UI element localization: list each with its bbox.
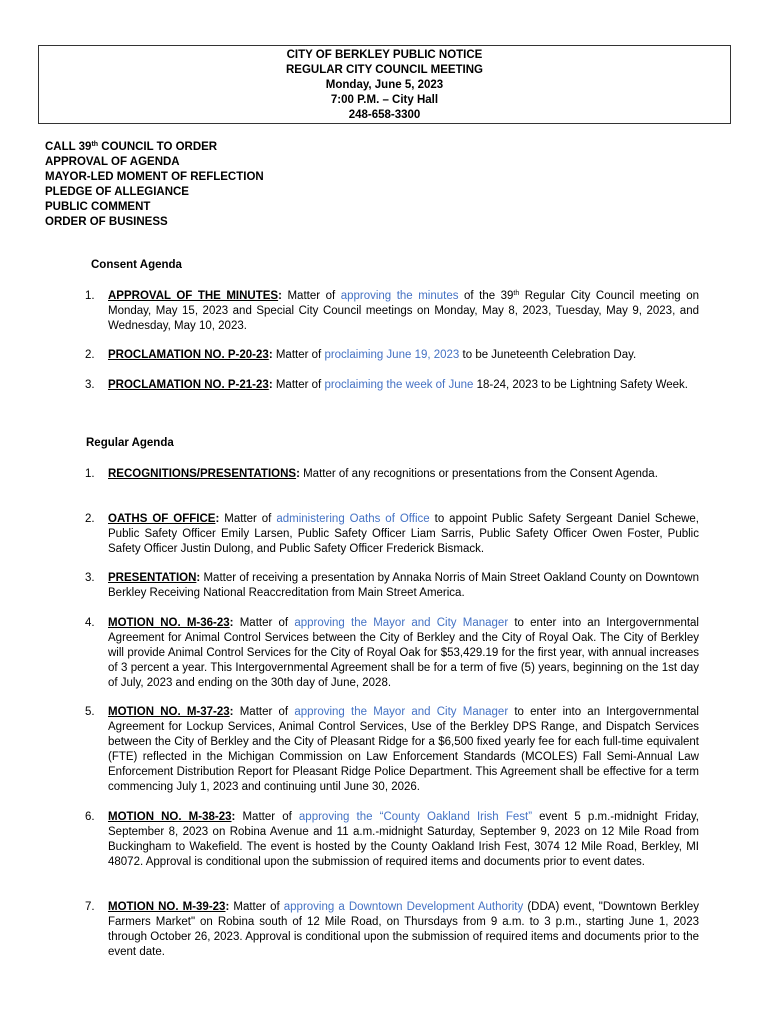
meeting-date: Monday, June 5, 2023	[325, 79, 444, 91]
item-heading: MOTION NO. M-36-23	[108, 617, 230, 629]
minutes-link[interactable]: approving the minutes	[340, 290, 459, 302]
approval-of-agenda: APPROVAL OF AGENDA	[45, 156, 180, 168]
order-of-business: ORDER OF BUSINESS	[45, 216, 168, 228]
irish-fest-link[interactable]: approving the “County Oakland Irish Fest”	[298, 811, 533, 823]
moment-of-reflection: MAYOR-LED MOMENT OF REFLECTION	[45, 171, 264, 183]
phone-number: 248-658-3300	[348, 109, 421, 121]
notice-header	[38, 45, 731, 124]
item-heading: PRESENTATION	[108, 572, 197, 584]
regular-item-6: 6. MOTION NO. M-38-23: Matter of approving the “County Oakland Irish Fest” event 5 p.m.-midnight Friday, September 8, 2023 on Robina Avenue and 11 a.m.-midnight Saturday, September 9, 2023 on 12 Mile Road from Buckingham to Wakefield. The event is hosted by the County Oakland Irish Fest, 3074 12 Mile Road, Berkley, MI 48072. Approval is conditional upon the submission of required items and documents prior to event dates.	[85, 811, 699, 868]
item-heading: MOTION NO. M-38-23	[108, 811, 232, 823]
item-heading: MOTION NO. M-39-23	[108, 901, 226, 913]
item-heading: OATHS OF OFFICE	[108, 513, 216, 525]
dda-link[interactable]: approving a Downtown Development Authority	[283, 901, 524, 913]
public-comment: PUBLIC COMMENT	[45, 201, 151, 213]
regular-item-2: 2. OATHS OF OFFICE: Matter of administering Oaths of Office to appoint Public Safety Sergeant Daniel Schewe, Public Safety Officer Emily Larsen, Public Safety Officer Liam Sarris, Public Safety Officer Owen Foster, Public Safety Officer Justin Dulong, and Public Safety Officer Frederick Bismack.	[85, 513, 699, 555]
regular-item-5: 5. MOTION NO. M-37-23: Matter of approving the Mayor and City Manager to enter into an Intergovernmental Agreement for Lockup Services, Animal Control Services, Use of the Berkley DPS Range, and Dispatch Services between the City of Berkley and the City of Pleasant Ridge for a $6,500 fixed yearly fee for each full-time equivalent (FTE) reflected in the Michigan Commission on Law Enforcement Standards (MCOLES) Fall Semi-Annual Law Enforcement Distribution Report for Pleasant Ridge Police Department. This Agreement shall be effective for a term commencing July 1, 2023 and continuing until June 30, 2026.	[85, 706, 699, 793]
juneteenth-link[interactable]: proclaiming June 19, 2023	[324, 349, 460, 361]
consent-agenda-title: Consent Agenda	[91, 259, 182, 271]
item-heading: APPROVAL OF THE MINUTES	[108, 290, 279, 302]
regular-agenda-title: Regular Agenda	[86, 437, 174, 449]
notice-title: CITY OF BERKLEY PUBLIC NOTICE	[286, 49, 483, 61]
item-heading: PROCLAMATION NO. P-20-23	[108, 349, 269, 361]
meeting-time-location: 7:00 P.M. – City Hall	[330, 94, 439, 106]
consent-item-1: 1. APPROVAL OF THE MINUTES: Matter of approving the minutes of the 39th Regular City Council meeting on Monday, May 15, 2023 and Special City Council meetings on Monday, May 8, 2023, Tuesday, May 9, 2023, and Wednesday, May 10, 2023.	[85, 290, 699, 332]
oaths-link[interactable]: administering Oaths of Office	[276, 513, 430, 525]
item-heading: MOTION NO. M-37-23	[108, 706, 230, 718]
regular-item-1: 1. RECOGNITIONS/PRESENTATIONS: Matter of any recognitions or presentations from the Consent Agenda.	[85, 468, 658, 480]
call-to-order: CALL 39th COUNCIL TO ORDER	[45, 141, 218, 153]
pledge-of-allegiance: PLEDGE OF ALLEGIANCE	[45, 186, 189, 198]
regular-item-7: 7. MOTION NO. M-39-23: Matter of approving a Downtown Development Authority (DDA) event, "Downtown Berkley Farmers Market" on Robina south of 12 Mile Road, on Thursdays from 9 a.m. to 3 p.m., starting June 1, 2023 through October 26, 2023. Approval is conditional upon the submission of required items and documents prior to the event date.	[85, 901, 700, 958]
item-heading: PROCLAMATION NO. P-21-23	[108, 379, 269, 391]
mayor-manager-link[interactable]: approving the Mayor and City Manager	[294, 706, 509, 718]
consent-item-3: 3. PROCLAMATION NO. P-21-23: Matter of proclaiming the week of June 18-24, 2023 to be Lightning Safety Week.	[85, 379, 688, 391]
lightning-safety-link[interactable]: proclaiming the week of June	[324, 379, 474, 391]
regular-item-4: 4. MOTION NO. M-36-23: Matter of approving the Mayor and City Manager to enter into an Intergovernmental Agreement for Animal Control Services between the City of Berkley and the City of Royal Oak. The City of Berkley will provide Animal Control Services for the City of Royal Oak for $53,429.19 for the first year, with annual increases of 3 percent a year. This Intergovernmental Agreement shall be for a term of five (5) years, beginning on the 1st day of July, 2023 and ending on the 30th day of June, 2028.	[85, 617, 699, 689]
mayor-manager-link[interactable]: approving the Mayor and City Manager	[294, 617, 509, 629]
item-heading: RECOGNITIONS/PRESENTATIONS	[108, 468, 297, 480]
opening-items	[45, 140, 264, 230]
regular-item-3: 3. PRESENTATION: Matter of receiving a presentation by Annaka Norris of Main Street Oakland County on Downtown Berkley Receiving National Reaccreditation from Main Street America.	[85, 572, 699, 599]
meeting-type: REGULAR CITY COUNCIL MEETING	[286, 64, 483, 76]
consent-item-2: 2. PROCLAMATION NO. P-20-23: Matter of proclaiming June 19, 2023 to be Juneteenth Celebration Day.	[85, 349, 637, 361]
